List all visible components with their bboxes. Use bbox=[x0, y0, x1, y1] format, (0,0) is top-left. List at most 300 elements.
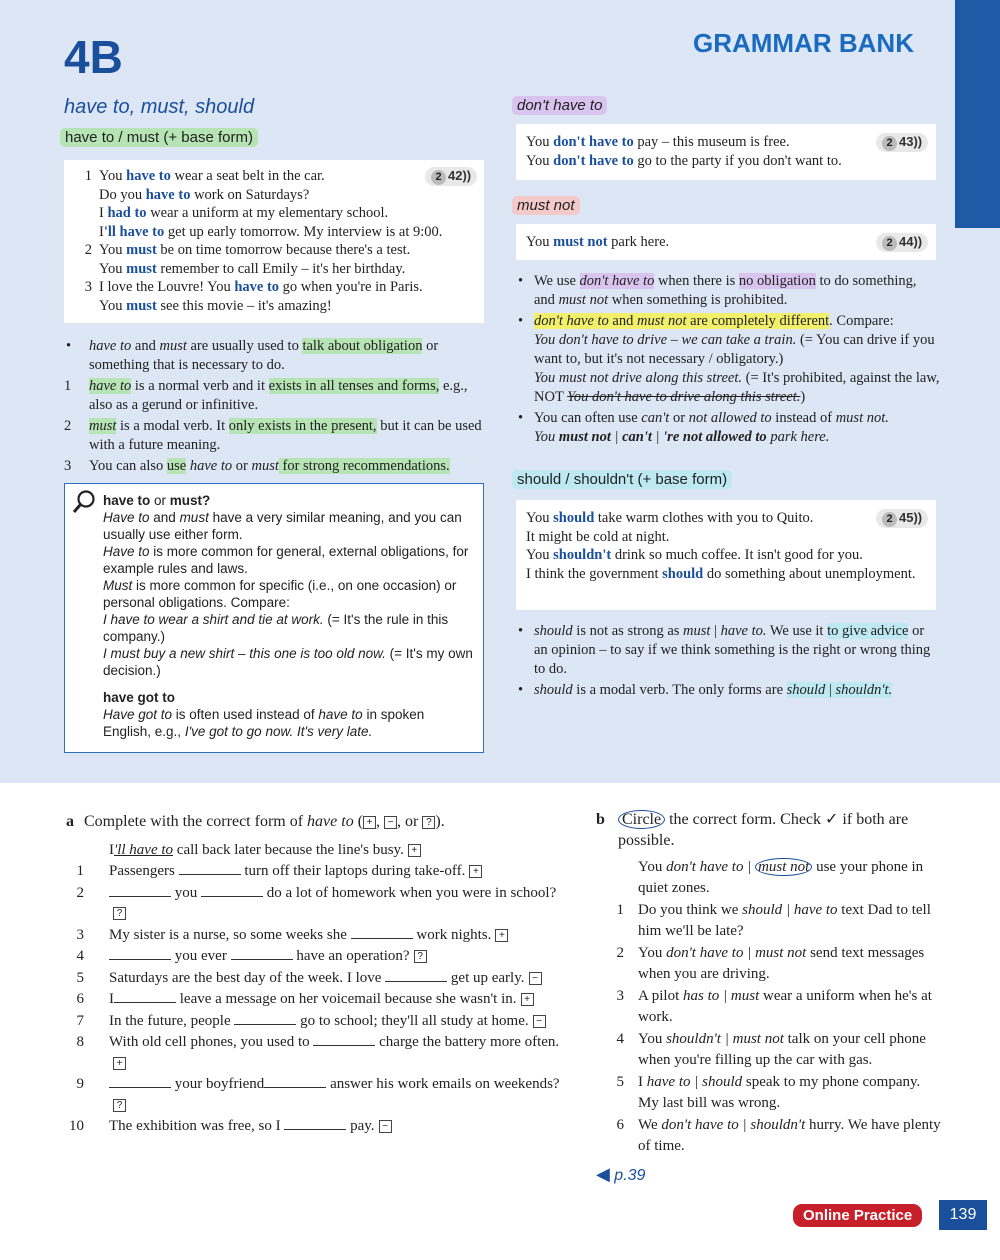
disc: 2 bbox=[882, 512, 897, 527]
compare-line bbox=[516, 331, 941, 369]
notes-dont-have-to bbox=[516, 272, 941, 447]
blank[interactable] bbox=[234, 1015, 296, 1025]
txt: | bbox=[690, 1074, 703, 1090]
txt: only exists in the present, bbox=[228, 418, 377, 434]
option[interactable]: shouldn't bbox=[666, 1031, 721, 1047]
txt: do a lot of homework when you were in school? bbox=[263, 884, 557, 901]
blank[interactable] bbox=[284, 1120, 346, 1130]
plus-icon: + bbox=[113, 1057, 126, 1070]
txt: or something that is necessary to do. bbox=[89, 338, 439, 373]
txt: You bbox=[99, 168, 127, 184]
minus-icon: − bbox=[533, 1015, 546, 1028]
txt: when something is prohibited. bbox=[608, 292, 788, 308]
txt: don't have to bbox=[579, 273, 655, 289]
audio-icon[interactable]: 2 43)) bbox=[876, 133, 928, 152]
blank[interactable] bbox=[264, 1078, 326, 1088]
option[interactable]: has to bbox=[683, 988, 720, 1004]
txt: turn off their laptops during take-off. bbox=[240, 863, 466, 879]
txt: In the future, people bbox=[109, 1012, 231, 1029]
txt: must bbox=[89, 418, 117, 434]
txt: for strong recommendations. bbox=[278, 458, 450, 474]
example-line bbox=[74, 223, 474, 242]
txt: wear a uniform at my elementary school. bbox=[146, 205, 389, 221]
num: 10 bbox=[69, 1118, 84, 1134]
txt: ). bbox=[435, 813, 445, 830]
txt: but it can be used with a future meaning. bbox=[89, 418, 482, 453]
num: 6 bbox=[76, 991, 84, 1007]
bullet: • bbox=[518, 273, 524, 289]
txt: 're not allowed to bbox=[663, 429, 767, 445]
txt: don't have to bbox=[553, 152, 634, 169]
item bbox=[596, 900, 941, 941]
examples-box-43 bbox=[516, 124, 936, 180]
txt: instead of bbox=[771, 410, 836, 426]
txt: Do you bbox=[99, 186, 146, 203]
txt: Must bbox=[103, 578, 133, 593]
txt: are completely different bbox=[686, 313, 830, 329]
txt: get up early tomorrow. My interview is at 9:00. bbox=[164, 223, 443, 240]
num: 3 bbox=[84, 279, 92, 295]
item bbox=[596, 943, 941, 984]
option[interactable]: should bbox=[702, 1074, 743, 1090]
txt: Have to bbox=[103, 544, 150, 559]
txt: I've got to go now. It's very late. bbox=[184, 724, 373, 739]
note-1 bbox=[64, 377, 484, 415]
txt: must not bbox=[558, 292, 609, 308]
txt: should bbox=[534, 623, 573, 639]
txt: is a normal verb and it bbox=[131, 378, 269, 394]
txt: do something about unemployment. bbox=[703, 565, 916, 582]
example-item bbox=[596, 857, 941, 898]
blank[interactable] bbox=[201, 887, 263, 897]
example-line bbox=[74, 297, 474, 316]
examples-box-45 bbox=[516, 500, 936, 610]
txt: A pilot bbox=[638, 988, 684, 1004]
txt: must bbox=[159, 338, 187, 354]
txt: I bbox=[99, 205, 108, 221]
txt: You bbox=[99, 242, 127, 258]
txt: send text messages when you are driving. bbox=[638, 945, 925, 982]
txt: you ever bbox=[174, 948, 227, 964]
example-line bbox=[526, 509, 926, 528]
txt: shouldn't bbox=[553, 547, 612, 563]
label: b bbox=[596, 811, 605, 828]
txt: charge the battery more often. bbox=[375, 1034, 560, 1050]
tag-dont-have-to bbox=[512, 96, 607, 115]
txt: when there is bbox=[654, 273, 739, 289]
txt: or an opinion – to say if we think something is the right or wrong thing to do. bbox=[534, 623, 931, 677]
highlight bbox=[534, 313, 829, 329]
num: 3 bbox=[76, 926, 84, 943]
option[interactable]: should bbox=[742, 902, 783, 918]
disc: 2 bbox=[882, 136, 897, 151]
txt: must bbox=[126, 260, 157, 277]
disc: 2 bbox=[431, 170, 446, 185]
txt: can't bbox=[641, 410, 670, 426]
item bbox=[66, 1032, 566, 1073]
item bbox=[596, 986, 941, 1027]
txt: is more common for general, external obligations, for example rules and laws. bbox=[103, 544, 469, 576]
num: 2 bbox=[64, 418, 72, 434]
txt: and bbox=[608, 313, 637, 329]
txt: have to bbox=[126, 168, 171, 184]
txt: You bbox=[526, 234, 554, 250]
item bbox=[66, 925, 566, 946]
plus-icon: + bbox=[521, 993, 534, 1006]
plus-icon: + bbox=[495, 929, 508, 942]
txt: | bbox=[720, 1031, 733, 1047]
item bbox=[596, 1029, 941, 1070]
blank[interactable] bbox=[109, 1078, 171, 1088]
num: 1 bbox=[64, 378, 72, 394]
blank[interactable] bbox=[385, 972, 447, 982]
txt: You bbox=[99, 260, 127, 277]
blank[interactable] bbox=[109, 950, 171, 960]
txt: You bbox=[99, 297, 127, 314]
txt: You must not drive along this street. bbox=[534, 370, 742, 386]
examples-box-44 bbox=[516, 224, 936, 260]
txt: shouldn't. bbox=[835, 682, 893, 698]
txt: text Dad to tell him we'll be late? bbox=[638, 902, 931, 939]
txt: the correct form. Check ✓ if both are possible. bbox=[618, 811, 909, 849]
online-practice-button[interactable]: Online Practice bbox=[793, 1204, 922, 1227]
txt: You can often use bbox=[534, 410, 642, 426]
num: 6 bbox=[616, 1117, 624, 1133]
txt: You don't have to drive along this street. bbox=[567, 389, 801, 405]
txt: hurry. We have plenty of time. bbox=[638, 1117, 941, 1154]
txt: . Compare: bbox=[829, 313, 894, 329]
txt: You bbox=[526, 510, 554, 526]
txt: don't have to bbox=[534, 313, 609, 329]
txt: | bbox=[710, 623, 721, 639]
plus-icon: + bbox=[408, 844, 421, 857]
item bbox=[596, 1072, 941, 1113]
item bbox=[66, 861, 566, 882]
option[interactable]: must not bbox=[732, 1031, 784, 1047]
circle-word: Circle bbox=[618, 810, 665, 829]
txt: You bbox=[526, 547, 554, 563]
blank[interactable] bbox=[231, 950, 293, 960]
info-para bbox=[103, 645, 473, 679]
audio-icon[interactable]: 2 45)) bbox=[876, 509, 928, 528]
item bbox=[66, 968, 566, 989]
txt: is a modal verb. It bbox=[116, 418, 229, 434]
example-line: It might be cold at night. bbox=[526, 528, 670, 545]
track: 45 bbox=[899, 510, 914, 525]
txt: can't bbox=[622, 429, 652, 445]
disc: 2 bbox=[882, 236, 897, 251]
notes-should bbox=[516, 622, 941, 700]
txt: We use bbox=[534, 273, 580, 289]
txt: work nights. bbox=[412, 926, 492, 943]
bullet: • bbox=[518, 682, 524, 698]
txt: no obligation bbox=[738, 273, 816, 289]
track: 44 bbox=[899, 234, 914, 249]
txt: have to bbox=[186, 458, 233, 474]
back-arrow-icon: ◀ bbox=[596, 1164, 610, 1184]
exercise-b bbox=[596, 810, 941, 1156]
example-line bbox=[526, 546, 926, 565]
minus-icon: − bbox=[529, 972, 542, 985]
txt: should bbox=[534, 682, 573, 698]
txt: With old cell phones, you used to bbox=[109, 1034, 310, 1050]
txt: take warm clothes with you to Quito. bbox=[594, 510, 814, 526]
option[interactable]: must not bbox=[755, 945, 807, 961]
item bbox=[66, 1011, 566, 1032]
blank[interactable] bbox=[179, 865, 241, 875]
num: 1 bbox=[616, 902, 624, 918]
tag-text: have to / must (+ base form) bbox=[65, 129, 253, 146]
txt: remember to call Emily – it's her birthday. bbox=[156, 260, 406, 277]
txt: have to bbox=[145, 186, 191, 203]
info-para bbox=[103, 509, 473, 543]
txt: Have got to bbox=[103, 707, 173, 722]
txt: speak to my phone company. My last bill was wrong. bbox=[638, 1074, 921, 1111]
txt: call back later because the line's busy. bbox=[173, 841, 404, 858]
txt: to give advice bbox=[827, 623, 909, 639]
note-bullet bbox=[516, 409, 941, 428]
txt: must bbox=[683, 623, 711, 639]
txt: must not. bbox=[835, 410, 889, 426]
examples-box-42 bbox=[64, 160, 484, 323]
txt: Passengers bbox=[109, 863, 175, 879]
info-para bbox=[103, 706, 473, 740]
num: 2 bbox=[616, 945, 624, 961]
minus-icon: − bbox=[384, 816, 397, 829]
note-2 bbox=[64, 417, 484, 455]
num: 2 bbox=[84, 242, 92, 258]
txt: to do something, and bbox=[534, 273, 917, 308]
example-item bbox=[66, 840, 566, 861]
txt: Have to bbox=[103, 510, 150, 525]
item bbox=[66, 1116, 566, 1137]
txt: or bbox=[669, 410, 689, 426]
tag-must-not bbox=[512, 196, 580, 215]
txt: have to bbox=[307, 813, 354, 830]
txt: pay – this museum is free. bbox=[633, 134, 790, 150]
blank[interactable] bbox=[109, 887, 171, 897]
txt: You can also bbox=[89, 458, 167, 474]
txt: Do you think we bbox=[638, 902, 743, 918]
tag-should bbox=[512, 470, 732, 489]
txt: have to bbox=[234, 279, 280, 295]
option[interactable]: have to bbox=[793, 902, 838, 918]
blank[interactable] bbox=[313, 1036, 375, 1046]
bullet: • bbox=[518, 313, 524, 329]
num: 4 bbox=[616, 1031, 624, 1047]
note-bullet bbox=[64, 337, 484, 375]
txt: must not bbox=[636, 313, 687, 329]
item bbox=[66, 946, 566, 967]
notes-have-must bbox=[64, 337, 484, 476]
exercise-b-instructions bbox=[596, 810, 941, 851]
txt: | bbox=[743, 859, 756, 875]
txt: I bbox=[109, 841, 114, 858]
txt: 'll have to bbox=[103, 223, 165, 240]
num: 1 bbox=[84, 168, 92, 184]
txt: exists in all tenses and forms, bbox=[268, 378, 440, 394]
note-bullet bbox=[516, 312, 941, 331]
txt: I bbox=[99, 223, 104, 240]
magnifier-icon bbox=[71, 488, 99, 516]
txt: are usually used to bbox=[186, 338, 303, 354]
txt: | bbox=[825, 682, 836, 698]
num: 8 bbox=[76, 1034, 84, 1050]
section-title: have to, must, should bbox=[64, 96, 255, 118]
txt: pay. bbox=[346, 1118, 375, 1134]
txt: ) bbox=[800, 389, 806, 405]
txt: talk on your cell phone when you're filling up the car with gas. bbox=[638, 1031, 926, 1068]
txt: work on Saturdays? bbox=[190, 186, 310, 203]
page-heading: GRAMMAR BANK bbox=[693, 28, 914, 58]
example-line bbox=[516, 428, 941, 447]
txt: use your phone in quiet zones. bbox=[638, 859, 924, 896]
txt: have a very similar meaning, and you can usually use either form. bbox=[103, 510, 462, 542]
unit-label: 4B bbox=[64, 31, 123, 83]
txt: wear a uniform when he's at work. bbox=[638, 988, 932, 1025]
tag-text: must not bbox=[517, 197, 575, 214]
track: 43 bbox=[899, 134, 914, 149]
page-number: 139 bbox=[939, 1200, 987, 1230]
example-line bbox=[74, 186, 474, 205]
note-bullet bbox=[516, 272, 941, 310]
txt: should bbox=[662, 565, 704, 582]
txt: be on time tomorrow because there's a test. bbox=[156, 242, 411, 258]
option[interactable]: have to bbox=[646, 1074, 691, 1090]
txt: is a modal verb. The only forms are bbox=[572, 682, 787, 698]
page-edge-tab bbox=[955, 0, 1000, 228]
txt: Saturdays are the best day of the week. I love bbox=[109, 969, 382, 986]
question-icon: ? bbox=[113, 907, 126, 920]
num: 3 bbox=[64, 458, 72, 474]
txt: You don't have to drive – we can take a train. bbox=[534, 332, 797, 348]
txt: see this movie – it's amazing! bbox=[156, 297, 332, 314]
txt: 'll have to bbox=[114, 841, 174, 858]
txt: go to the party if you don't want to. bbox=[633, 152, 842, 169]
tag-text: don't have to bbox=[517, 97, 603, 114]
plus-icon: + bbox=[469, 865, 482, 878]
txt: p.39 bbox=[614, 1167, 646, 1184]
txt: I think the government bbox=[526, 565, 663, 582]
txt: | bbox=[743, 945, 756, 961]
txt: | bbox=[610, 429, 623, 445]
info-heading bbox=[103, 492, 473, 509]
blank[interactable] bbox=[351, 929, 413, 939]
compare-line bbox=[516, 369, 941, 407]
txt: have to bbox=[318, 707, 363, 722]
txt: You bbox=[638, 1031, 667, 1047]
txt: talk about obligation bbox=[302, 338, 423, 354]
txt: have an operation? bbox=[292, 948, 410, 964]
txt: (= It's my own decision.) bbox=[103, 646, 473, 678]
txt: don't have to bbox=[666, 859, 744, 875]
txt: I love the Louvre! You bbox=[99, 279, 235, 295]
txt: had to bbox=[107, 205, 147, 221]
option[interactable]: don't have to bbox=[666, 945, 744, 961]
question-icon: ? bbox=[414, 950, 427, 963]
note-bullet bbox=[516, 681, 941, 700]
txt: | bbox=[651, 429, 664, 445]
txt: , bbox=[376, 813, 385, 830]
txt: | bbox=[719, 988, 731, 1004]
plus-icon: + bbox=[363, 816, 376, 829]
txt: have to bbox=[89, 338, 132, 354]
bullet: • bbox=[518, 410, 524, 426]
txt: or bbox=[150, 493, 170, 508]
bullet: • bbox=[518, 623, 524, 639]
txt: park here. bbox=[766, 429, 830, 445]
option[interactable]: don't have to bbox=[661, 1117, 739, 1133]
txt: go to school; they'll all study at home. bbox=[296, 1012, 529, 1029]
txt: have to. bbox=[720, 623, 767, 639]
txt: I must buy a new shirt – this one is too old now. bbox=[103, 646, 386, 661]
txt: We use it bbox=[766, 623, 828, 639]
question-icon: ? bbox=[113, 1099, 126, 1112]
exercise-a-instructions bbox=[66, 812, 566, 833]
num: 1 bbox=[76, 863, 84, 879]
example-line bbox=[74, 167, 474, 186]
question-icon: ? bbox=[422, 816, 435, 829]
txt: park here. bbox=[607, 234, 670, 250]
blank[interactable] bbox=[114, 993, 176, 1003]
note-bullet bbox=[516, 622, 941, 679]
item bbox=[596, 1115, 941, 1156]
txt: is more common for specific (i.e., on one occasion) or personal obligations. Compare: bbox=[103, 578, 457, 610]
txt: must not bbox=[553, 234, 608, 250]
example-line bbox=[526, 565, 926, 584]
option[interactable]: shouldn't bbox=[750, 1117, 806, 1133]
txt: leave a message on her voicemail because she wasn't in. bbox=[176, 991, 517, 1007]
note-3 bbox=[64, 457, 484, 476]
txt: should bbox=[786, 682, 826, 698]
txt: (= It's prohibited, against the law, NOT bbox=[534, 370, 940, 405]
txt: (= You can drive if you want to, but it's not necessary / obligatory.) bbox=[534, 332, 935, 367]
highlight bbox=[787, 682, 893, 698]
txt: The exhibition was free, so I bbox=[109, 1118, 281, 1134]
txt: I bbox=[109, 991, 114, 1007]
option[interactable]: must bbox=[730, 988, 760, 1004]
txt: use bbox=[166, 458, 187, 474]
txt: | bbox=[782, 902, 794, 918]
txt: We bbox=[638, 1117, 662, 1133]
bullet: • bbox=[66, 338, 72, 354]
minus-icon: − bbox=[379, 1120, 392, 1133]
txt: , or bbox=[397, 813, 423, 830]
txt: should bbox=[553, 510, 595, 526]
page-reference-link[interactable] bbox=[596, 1164, 645, 1185]
item bbox=[66, 1074, 566, 1115]
audio-icon[interactable]: 2 44)) bbox=[876, 233, 928, 252]
txt: don't have to bbox=[553, 134, 634, 150]
txt: answer his work emails on weekends? bbox=[326, 1076, 560, 1092]
example-line bbox=[526, 133, 926, 152]
txt: I have to wear a shirt and tie at work. bbox=[103, 612, 324, 627]
num: 7 bbox=[76, 1012, 84, 1029]
txt: You bbox=[638, 859, 667, 875]
txt: go when you're in Paris. bbox=[279, 279, 423, 295]
audio-icon[interactable]: 2 42)) bbox=[425, 167, 477, 186]
txt: You bbox=[526, 134, 554, 150]
txt: in spoken English, e.g., bbox=[103, 707, 425, 739]
txt: is not as strong as bbox=[572, 623, 684, 639]
num: 4 bbox=[76, 948, 84, 964]
txt: | bbox=[738, 1117, 751, 1133]
txt: must bbox=[126, 297, 157, 314]
txt: and bbox=[149, 510, 180, 525]
txt: must? bbox=[169, 493, 211, 508]
num: 3 bbox=[616, 988, 624, 1004]
tag-text: should / shouldn't (+ base form) bbox=[517, 471, 728, 488]
